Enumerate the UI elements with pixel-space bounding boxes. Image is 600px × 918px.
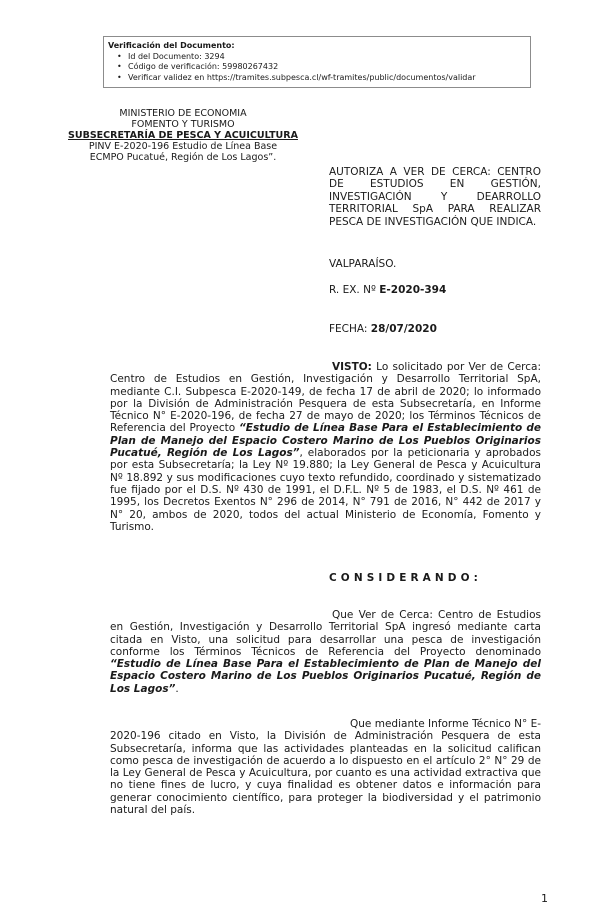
visto-text-1: Lo solicitado por Ver de Cerca: Centro de Estudios en Gestión, Investigación y Desarrollo Territorial SpA, mediante C.I. Subpesca E-2020-149, de fecha 17 de abril de 2020; lo informado por la División de Administración Pesquera de esta Subsecretaría, en Informe Técnico N° E-2020-196, de fecha 27 de mayo de 2020; los Términos Técnicos de Referencia del Proyecto [110,361,541,435]
visto-text-2: , elaborados por la peticionaria y aprobados por esta Subsecretaría; la Ley Nº 19.880; la Ley General de Pesca y Acuicultura Nº 18.892 y sus modificaciones cuyo texto refundido, coordinado y sistematizado fue fijado por el D.S. Nº 430 de 1991, el D.F.L. Nº 5 de 1983, el D.S. Nº 461 de 1995, los Decretos Exentos N° 296 de 2014, N° 791 de 2016, N° 442 de 2017 y N° 20, ambos de 2020, todos del actual Ministerio de Economía, Fomento y Turismo. [110,447,541,533]
considerando-paragraph-1 [110,609,541,695]
considerando-1-text: Que Ver de Cerca: Centro de Estudios en Gestión, Investigación y Desarrollo Territorial SpA ingresó mediante carta citada en Visto, una solicitud para desarrollar una pesca de investigación conforme los Términos Técnicos de Referencia del Proyecto denominado [110,609,541,658]
resolution-number [329,284,446,296]
resolution-number-value: E-2020-394 [379,284,447,296]
reference-line-1: PINV E-2020-196 Estudio de Línea Base [88,141,278,152]
resolution-date-label: FECHA: [329,323,371,335]
visto-label: VISTO: [332,361,372,373]
document-id: • Id del Documento: 3294 [128,52,530,63]
visto-project-title: “Estudio de Línea Base Para el Establecimiento de Plan de Manejo del Espacio Costero Marino de Los Pueblos Originarios Pucatué, Región de Los Lagos” [110,422,542,460]
verification-code: • Código de verificación: 59980267432 [128,62,530,73]
resolution-number-label: R. EX. Nº [329,284,380,296]
page-number: 1 [541,892,548,905]
ministry-header [40,108,326,163]
verification-title: Verificación del Documento: [108,41,235,50]
verification-box [103,36,531,88]
considerando-1-end: . [175,682,179,695]
verification-url: • Verificar validez en https://tramites.subpesca.cl/wf-tramites/public/documentos/validar [128,73,530,84]
visto-paragraph [110,361,541,533]
considerando-paragraph-2 [110,718,541,816]
resolution-title: AUTORIZA A VER DE CERCA: CENTRO DE ESTUDIOS EN GESTIÓN, INVESTIGACIÓN Y DEARROLLO TERRITORIAL SpA PARA REALIZAR PESCA DE INVESTIGACIÓN QUE INDICA. [329,166,541,228]
considerando-1-project-title: “Estudio de Línea Base Para el Establecimiento de Plan de Manejo del Espacio Costero Marino de Los Pueblos Originarios Pucatué, Región de Los Lagos” [110,658,541,695]
considerando-heading: CONSIDERANDO: [329,572,482,584]
place: VALPARAÍSO. [329,258,397,270]
ministry-name: MINISTERIO DE ECONOMIA [119,108,247,119]
subsecretaria-name: SUBSECRETARÍA DE PESCA Y ACUICULTURA [68,130,298,141]
resolution-date-value: 28/07/2020 [370,323,437,335]
reference-line-2: ECMPO Pucatué, Región de Los Lagos”. [89,152,277,163]
ministry-name-2: FOMENTO Y TURISMO [131,119,235,130]
verification-list [108,52,530,84]
resolution-date [329,323,437,335]
considerando-2-text: Que mediante Informe Técnico N° E-2020-196 citado en Visto, la División de Administración Pesquera de esta Subsecretaría, informa que las actividades planteadas en la solicitud califican como pesca de investigación de acuerdo a lo dispuesto en el artículo 2° N° 29 de la Ley General de Pesca y Acuicultura, por cuanto es una actividad extractiva que no tiene fines de lucro, y cuya finalidad es obtener datos e información para generar conocimiento científico, para proteger la biodiversidad y el patrimonio natural del país. [110,718,541,817]
